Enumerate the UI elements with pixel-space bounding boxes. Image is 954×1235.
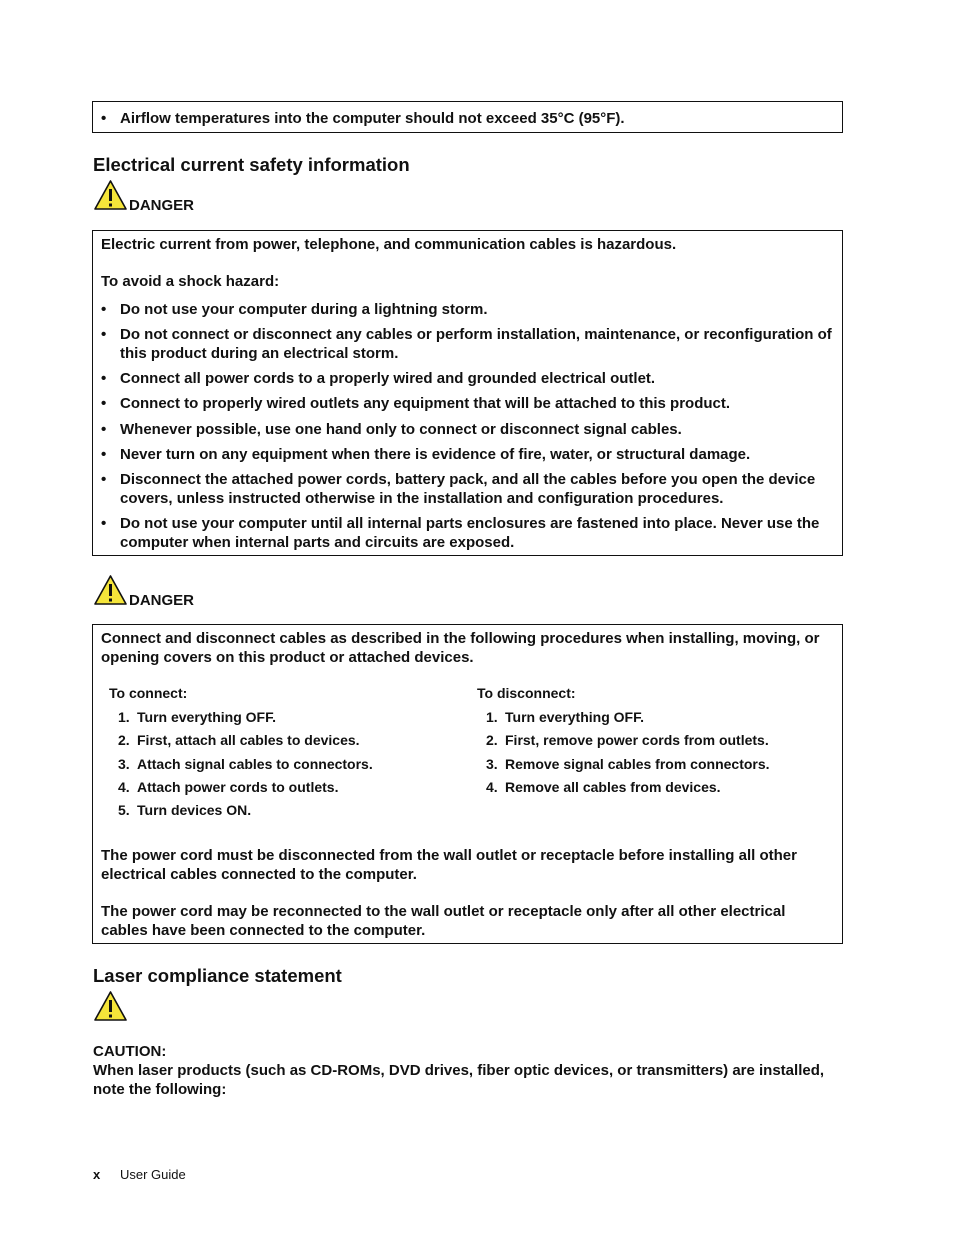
bullet: • — [101, 110, 107, 127]
connect-step: 1. Turn everything OFF. — [118, 709, 276, 725]
page-number: x — [93, 1167, 101, 1182]
section-heading-laser: Laser compliance statement — [93, 965, 342, 986]
disconnect-step: 3. Remove signal cables from connectors. — [486, 756, 770, 772]
bullet: • — [101, 395, 107, 412]
bullet: • — [101, 301, 107, 318]
bullet: • — [101, 326, 107, 343]
disconnect-step: 4. Remove all cables from devices. — [486, 779, 721, 795]
power-cord-reconnect-note: The power cord may be reconnected to the wall outlet or receptacle only after all other electrical cables have been connected to the computer. — [101, 903, 786, 939]
list-item: Connect to properly wired outlets any equipment that will be attached to this product. — [120, 395, 731, 412]
danger-box-shock — [92, 230, 843, 556]
bullet: • — [101, 515, 107, 532]
list-item: Disconnect the attached power cords, battery pack, and all the cables before you open the device covers, unless instructed otherwise in the installation and configuration procedures. — [120, 471, 816, 507]
disconnect-step: 2. First, remove power cords from outlets. — [486, 732, 769, 748]
list-item: Whenever possible, use one hand only to connect or disconnect signal cables. — [120, 421, 682, 438]
caution-text: When laser products (such as CD-ROMs, DVD drives, fiber optic devices, or transmitters) are installed, note the following: — [93, 1062, 825, 1098]
list-item: Do not use your computer during a lightning storm. — [120, 301, 488, 318]
warning-triangle-icon — [93, 990, 128, 1022]
bullet: • — [101, 421, 107, 438]
danger-lead: Connect and disconnect cables as described in the following procedures when installing, moving, or opening covers on this product or attached devices. — [101, 630, 820, 666]
connect-step: 2. First, attach all cables to devices. — [118, 732, 360, 748]
power-cord-disconnect-note: The power cord must be disconnected from the wall outlet or receptacle before installing all other electrical cables connected to the computer. — [101, 847, 797, 883]
list-item: Never turn on any equipment when there is evidence of fire, water, or structural damage. — [120, 446, 751, 463]
connect-step: 5. Turn devices ON. — [118, 802, 252, 818]
danger-lead: Electric current from power, telephone, and communication cables is hazardous. — [101, 236, 677, 253]
bullet: • — [101, 370, 107, 387]
disconnect-step: 1. Turn everything OFF. — [486, 709, 644, 725]
connect-step: 3. Attach signal cables to connectors. — [118, 756, 373, 772]
caution-label: CAUTION: — [93, 1043, 167, 1060]
list-item: Connect all power cords to a properly wired and grounded electrical outlet. — [120, 370, 656, 387]
danger-label: DANGER — [129, 592, 195, 609]
danger-label: DANGER — [129, 197, 195, 214]
section-heading-electrical: Electrical current safety information — [93, 154, 410, 175]
bullet: • — [101, 471, 107, 488]
danger-subheading: To avoid a shock hazard: — [101, 273, 280, 290]
danger-box-cables — [92, 624, 843, 944]
connect-heading: To connect: — [109, 685, 188, 701]
list-item: Do not use your computer until all internal parts enclosures are fastened into place. Never use the computer when internal parts and circuits are exposed. — [120, 515, 820, 551]
warning-triangle-icon — [93, 179, 128, 211]
connect-step: 4. Attach power cords to outlets. — [118, 779, 339, 795]
airflow-note-text: Airflow temperatures into the computer should not exceed 35°C (95°F). — [120, 110, 625, 127]
warning-triangle-icon — [93, 574, 128, 606]
airflow-note-box — [92, 101, 843, 133]
list-item: Do not connect or disconnect any cables or perform installation, maintenance, or reconfiguration of this product during an electrical storm. — [120, 326, 832, 362]
disconnect-heading: To disconnect: — [477, 685, 576, 701]
footer-title: User Guide — [120, 1167, 186, 1182]
bullet: • — [101, 446, 107, 463]
